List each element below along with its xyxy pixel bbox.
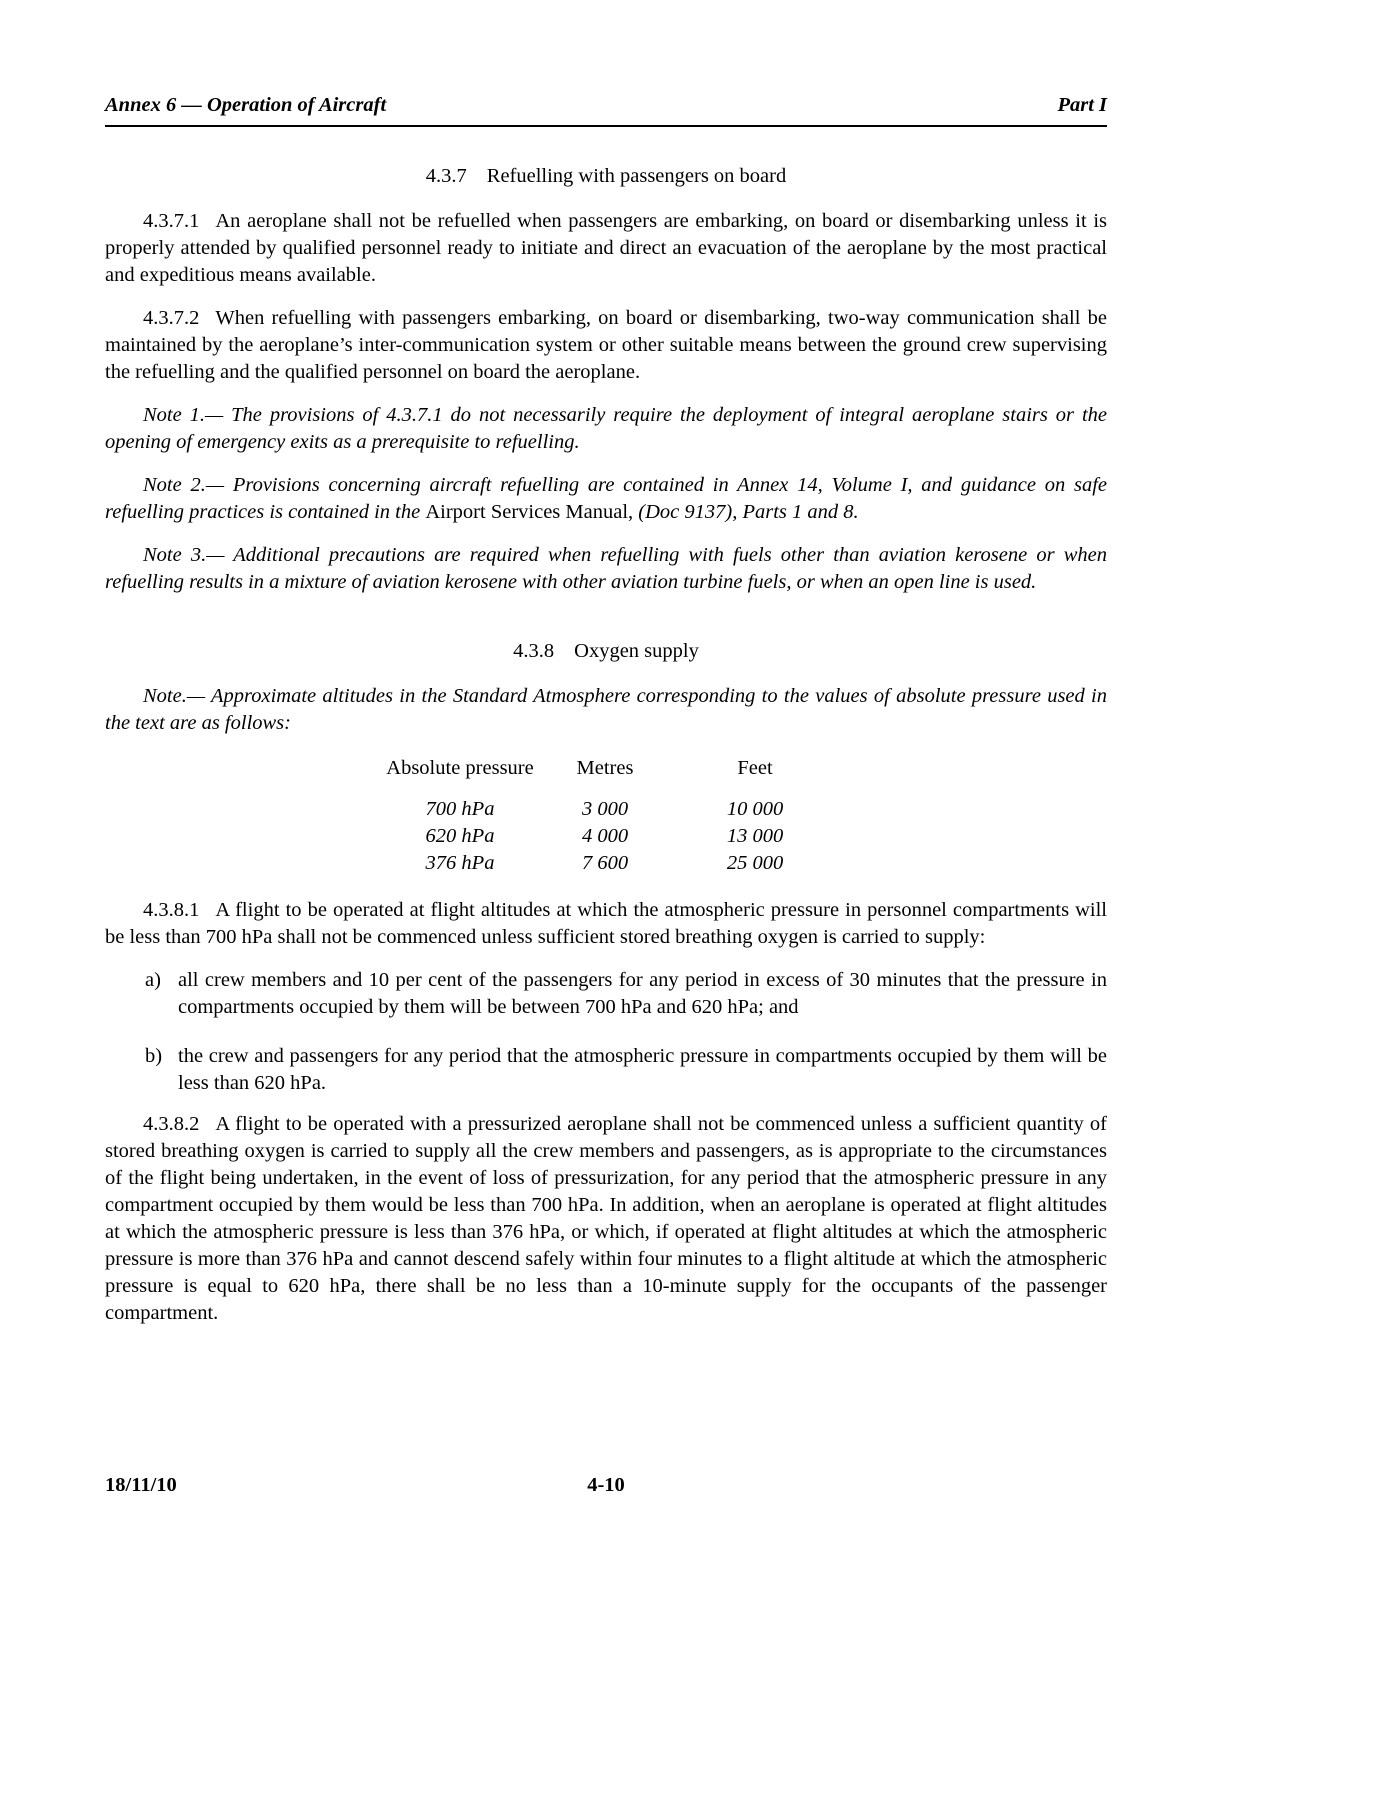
- paragraph-number: 4.3.7.1: [143, 210, 200, 232]
- table-row: [375, 850, 1107, 877]
- note-2-text-end: (Doc 9137), Parts 1 and 8.: [633, 501, 859, 523]
- pressure-table-header-row: [375, 755, 1107, 782]
- list-item-text: the crew and passengers for any period that the atmospheric pressure in compartments occupied by them will be less than 620 hPa.: [178, 1045, 1107, 1094]
- note-3: Note 3.— Additional precautions are required when refuelling with fuels other than aviation kerosene or when refuelling results in a mixture of aviation kerosene with other aviation turbine fuels, or when an open line is used.: [105, 544, 1107, 593]
- paragraph-text: A flight to be operated with a pressurized aeroplane shall not be commenced unless a sufficient quantity of stored breathing oxygen is carried to supply all the crew members and passengers, as is appropriate to the circumstances of the flight being undertaken, in the event of loss of pressurization, for any period that the atmospheric pressure in any compartment occupied by them would be less than 700 hPa. In addition, when an aeroplane is operated at flight altitudes at which the atmospheric pressure is less than 376 hPa, or which, if operated at flight altitudes at which the atmospheric pressure is more than 376 hPa and cannot descend safely within four minutes to a flight altitude at which the atmospheric pressure is equal to 620 hPa, there shall be no less than a 10-minute supply for the occupants of the passenger compartment.: [105, 1113, 1107, 1324]
- cell-metres: 7 600: [581, 852, 629, 874]
- note-2-text-start: Note 2.— Provisions concerning aircraft refuelling are contained in Annex 14, Volume I, and guidance on safe refuelling practices is contained in the: [105, 474, 1107, 523]
- section-title: Refuelling with passengers on board: [486, 165, 787, 187]
- paragraph-4-3-7-1: [105, 208, 1107, 289]
- page-footer: [105, 1472, 1107, 1499]
- paragraph-text: A flight to be operated at flight altitudes at which the atmospheric pressure in personnel compartments will be less than 700 hPa shall not be commenced unless sufficient stored breathing oxygen is carried to supply:: [105, 899, 1107, 948]
- cell-feet: 13 000: [726, 825, 784, 847]
- table-row: [375, 823, 1107, 850]
- header-part-label: Part I: [1057, 94, 1107, 116]
- section-heading-4-3-7: [105, 163, 1107, 190]
- header-title: Annex 6 — Operation of Aircraft: [105, 94, 387, 116]
- note-2: [105, 472, 1107, 526]
- paragraph-number: 4.3.7.2: [143, 307, 200, 329]
- paragraph-4-3-7-2: [105, 305, 1107, 386]
- paragraph-number: 4.3.8.2: [143, 1113, 200, 1135]
- column-header-feet: Feet: [737, 757, 773, 779]
- section-title: Oxygen supply: [574, 640, 699, 662]
- list-item-label: b): [145, 1045, 163, 1067]
- list-item-b: [105, 1043, 1107, 1097]
- note-2-manual-title: Airport Services Manual,: [425, 501, 634, 523]
- section-number: 4.3.7: [425, 165, 467, 187]
- paragraph-number: 4.3.8.1: [143, 899, 200, 921]
- cell-pressure: 376 hPa: [425, 852, 495, 874]
- section-heading-4-3-8: [105, 638, 1107, 665]
- column-header-absolute-pressure: Absolute pressure: [386, 757, 534, 779]
- note-1: Note 1.— The provisions of 4.3.7.1 do not necessarily require the deployment of integral aeroplane stairs or the opening of emergency exits as a prerequisite to refuelling.: [105, 404, 1107, 453]
- cell-pressure: 700 hPa: [425, 798, 495, 820]
- paragraph-4-3-8-1: [105, 897, 1107, 951]
- list-item-text: all crew members and 10 per cent of the passengers for any period in excess of 30 minutes that the pressure in compartments occupied by them will be between 700 hPa and 620 hPa; and: [178, 969, 1107, 1018]
- footer-page-number: 4-10: [587, 1474, 625, 1496]
- cell-feet: 10 000: [726, 798, 784, 820]
- cell-pressure: 620 hPa: [425, 825, 495, 847]
- paragraph-text: An aeroplane shall not be refuelled when passengers are embarking, on board or disembarking unless it is properly attended by qualified personnel ready to initiate and direct an evacuation of the aeroplane by the most practical and expeditious means available.: [105, 210, 1107, 286]
- list-item-a: [105, 967, 1107, 1021]
- section-number: 4.3.8: [513, 640, 555, 662]
- pressure-table: [375, 755, 1107, 877]
- paragraph-4-3-8-2: [105, 1111, 1107, 1327]
- footer-date: 18/11/10: [105, 1474, 177, 1496]
- cell-metres: 3 000: [581, 798, 629, 820]
- table-row: [375, 796, 1107, 823]
- cell-feet: 25 000: [726, 852, 784, 874]
- note-oxygen-altitudes: Note.— Approximate altitudes in the Standard Atmosphere corresponding to the values of absolute pressure used in the text are as follows:: [105, 685, 1107, 734]
- list-item-label: a): [145, 969, 161, 991]
- cell-metres: 4 000: [581, 825, 629, 847]
- paragraph-text: When refuelling with passengers embarking, on board or disembarking, two-way communication shall be maintained by the aeroplane’s inter-communication system or other suitable means between the ground crew supervising the refuelling and the qualified personnel on board the aeroplane.: [105, 307, 1107, 383]
- page-content: [105, 92, 1107, 1327]
- column-header-metres: Metres: [576, 757, 634, 779]
- page-header: [105, 92, 1107, 127]
